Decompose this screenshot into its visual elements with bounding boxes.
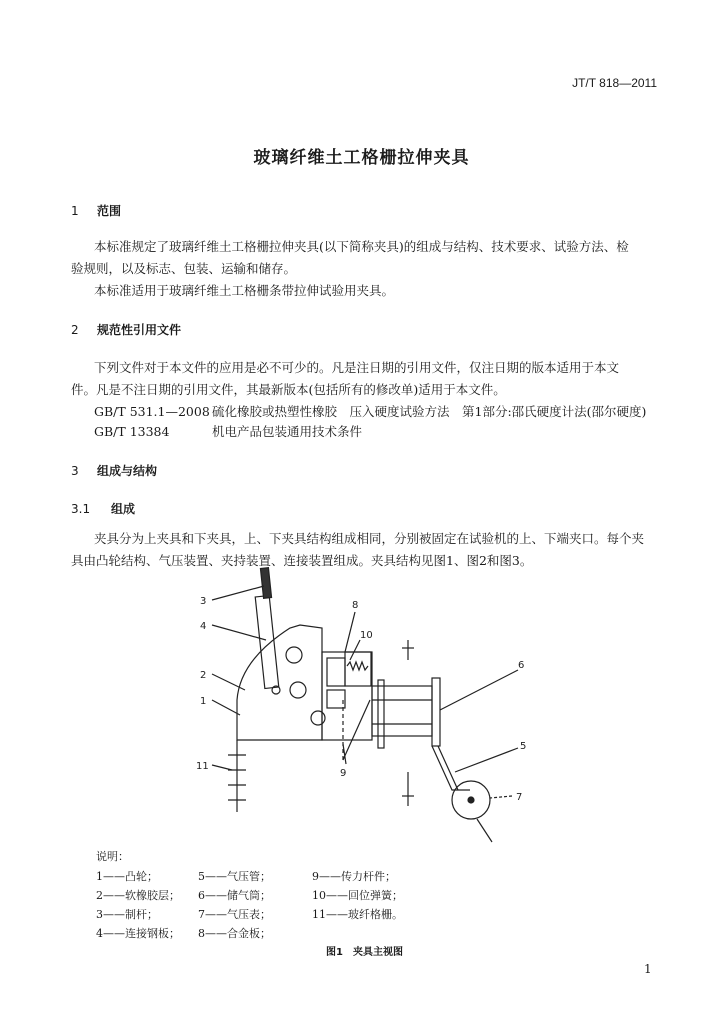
legend-item: 11——玻纤格栅。 (312, 908, 403, 921)
cam-hole (286, 647, 302, 663)
legend-item: 6——储气筒； (198, 889, 271, 902)
alloy-plate (327, 658, 345, 686)
callout-7: 7 (516, 792, 523, 803)
page-title: 玻璃纤维土工格栅拉伸夹具 (253, 148, 470, 168)
legend-item: 1——凸轮； (96, 870, 158, 883)
lever-handle (260, 568, 271, 599)
reference-title: 硫化橡胶或热塑性橡胶 压入硬度试验方法 第1部分:邵氏硬度计法(邵尔硬度) (212, 404, 647, 419)
section-number: 2 (71, 323, 79, 337)
section-number: 1 (71, 204, 79, 218)
cam-body (237, 625, 322, 740)
legend-item: 8——合金板； (198, 927, 271, 940)
callout-9: 9 (340, 768, 347, 779)
callout-10: 10 (360, 630, 373, 641)
paragraph-continuation: 验规则，以及标志、包装、运输和储存。 (71, 261, 297, 276)
alloy-plate (327, 690, 345, 708)
section-title: 规范性引用文件 (97, 323, 182, 337)
legend-item: 10——回位弹簧； (312, 889, 403, 902)
section-number: 3 (71, 464, 79, 478)
page-number: 1 (644, 962, 652, 976)
legend-item: 4——连接钢板； (96, 927, 180, 940)
callout-11: 11 (196, 761, 209, 772)
reference-code: GB/T 13384 (94, 424, 170, 439)
callout-1: 1 (200, 696, 207, 707)
legend-item: 7——气压表； (198, 908, 271, 921)
legend-item: 5——气压管； (198, 870, 271, 883)
callout-2: 2 (200, 670, 207, 681)
cylinder-flange (378, 680, 384, 748)
paragraph: 本标准适用于玻璃纤维土工格栅条带拉伸试验用夹具。 (94, 283, 395, 298)
legend-title: 说明： (96, 850, 129, 863)
cam-hole (311, 711, 325, 725)
paragraph-continuation: 具由凸轮结构、气压装置、夹持装置、连接装置组成。夹具结构见图1、图2和图3。 (71, 553, 533, 568)
return-spring (347, 662, 368, 670)
lever-arm (255, 596, 279, 689)
paragraph: 下列文件对于本文件的应用是必不可少的。凡是注日期的引用文件，仅注日期的版本适用于本文 (94, 360, 620, 375)
section-title: 组成与结构 (97, 464, 158, 478)
legend-item: 9——传力杆件； (312, 870, 396, 883)
section-title: 范围 (97, 204, 122, 218)
paragraph: 本标准规定了玻璃纤维土工格栅拉伸夹具(以下简称夹具)的组成与结构、技术要求、试验方法、检 (94, 239, 629, 254)
callout-8: 8 (352, 600, 359, 611)
legend-item: 3——制杆； (96, 908, 158, 921)
paragraph: 夹具分为上夹具和下夹具，上、下夹具结构组成相同，分别被固定在试验机的上、下端夹口。每个夹 (94, 531, 645, 546)
reference-title: 机电产品包装通用技术条件 (212, 424, 363, 439)
air-cylinder (372, 686, 432, 736)
subsection-title: 组成 (111, 502, 136, 516)
cam-hole (290, 682, 306, 698)
reference-code: GB/T 531.1—2008 (94, 404, 210, 419)
figure-caption: 图1 夹具主视图 (326, 947, 403, 958)
cylinder-end-plate (432, 678, 440, 746)
callout-6: 6 (518, 660, 525, 671)
callout-4: 4 (200, 621, 207, 632)
callout-3: 3 (200, 596, 207, 607)
paragraph-continuation: 件。凡是不注日期的引用文件，其最新版本(包括所有的修改单)适用于本文件。 (71, 382, 506, 397)
subsection-number: 3.1 (71, 502, 91, 516)
callout-5: 5 (520, 741, 527, 752)
standard-code: JT/T 818—2011 (572, 76, 657, 90)
legend-item: 2——软橡胶层； (96, 889, 180, 902)
